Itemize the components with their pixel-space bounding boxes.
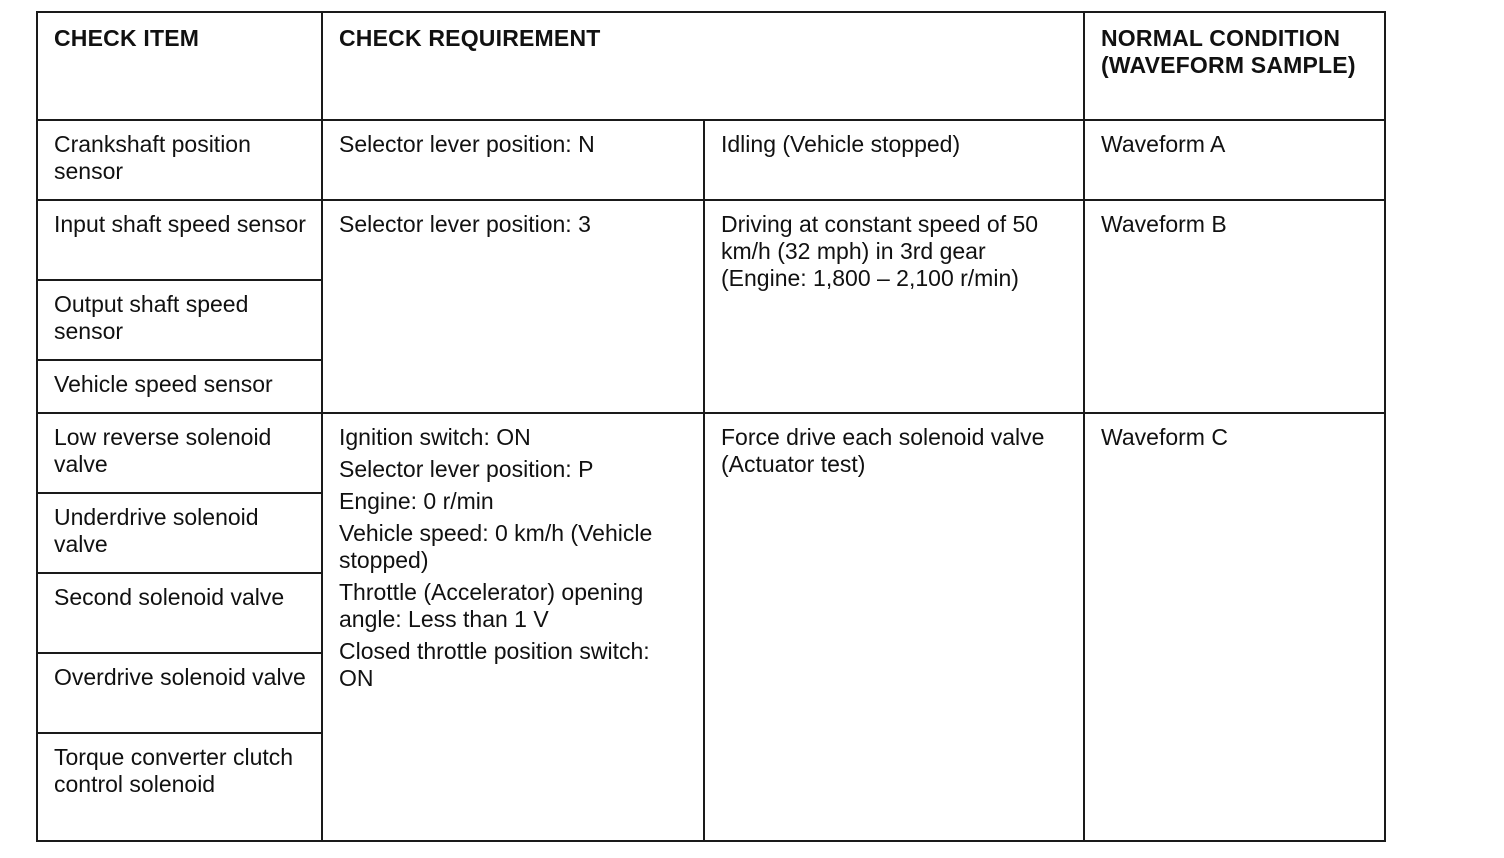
table-row [37,120,1385,200]
requirement-line: Throttle (Accelerator) opening angle: Less than 1 V [339,579,644,632]
check-item-cell: Vehicle speed sensor [37,360,322,413]
requirement-cell: Selector lever position: 3 [322,200,704,413]
check-item-cell: Low reverse solenoid valve [37,413,322,493]
condition-cell: Driving at constant speed of 50 km/h (32 mph) in 3rd gear (Engine: 1,800 – 2,100 r/min) [704,200,1084,413]
requirement-cell: Selector lever position: N [322,120,704,200]
header-check-item: CHECK ITEM [37,12,322,120]
check-table [36,11,1386,842]
check-item-cell: Underdrive solenoid valve [37,493,322,573]
check-item-cell: Crankshaft position sensor [37,120,322,200]
check-item-cell: Second solenoid valve [37,573,322,653]
header-normal-condition: NORMAL CONDITION (WAVEFORM SAMPLE) [1084,12,1385,120]
table-row [37,200,1385,280]
requirement-line: Vehicle speed: 0 km/h (Vehicle stopped) [339,520,653,573]
header-row [37,12,1385,120]
condition-cell: Force drive each solenoid valve (Actuator test) [704,413,1084,841]
normal-condition-cell: Waveform C [1084,413,1385,841]
check-item-cell: Input shaft speed sensor [37,200,322,280]
table-row [37,413,1385,493]
normal-condition-cell: Waveform A [1084,120,1385,200]
check-item-cell: Output shaft speed sensor [37,280,322,360]
header-check-requirement: CHECK REQUIREMENT [322,12,1084,120]
requirement-line: Ignition switch: ON [339,424,531,450]
check-item-cell: Overdrive solenoid valve [37,653,322,733]
requirement-line: Selector lever position: P [339,456,594,482]
check-item-cell: Torque converter clutch control solenoid [37,733,322,841]
requirement-cell [322,413,704,841]
normal-condition-cell: Waveform B [1084,200,1385,413]
requirement-line: Engine: 0 r/min [339,488,494,514]
condition-cell: Idling (Vehicle stopped) [704,120,1084,200]
requirement-line: Closed throttle position switch: ON [339,638,650,691]
